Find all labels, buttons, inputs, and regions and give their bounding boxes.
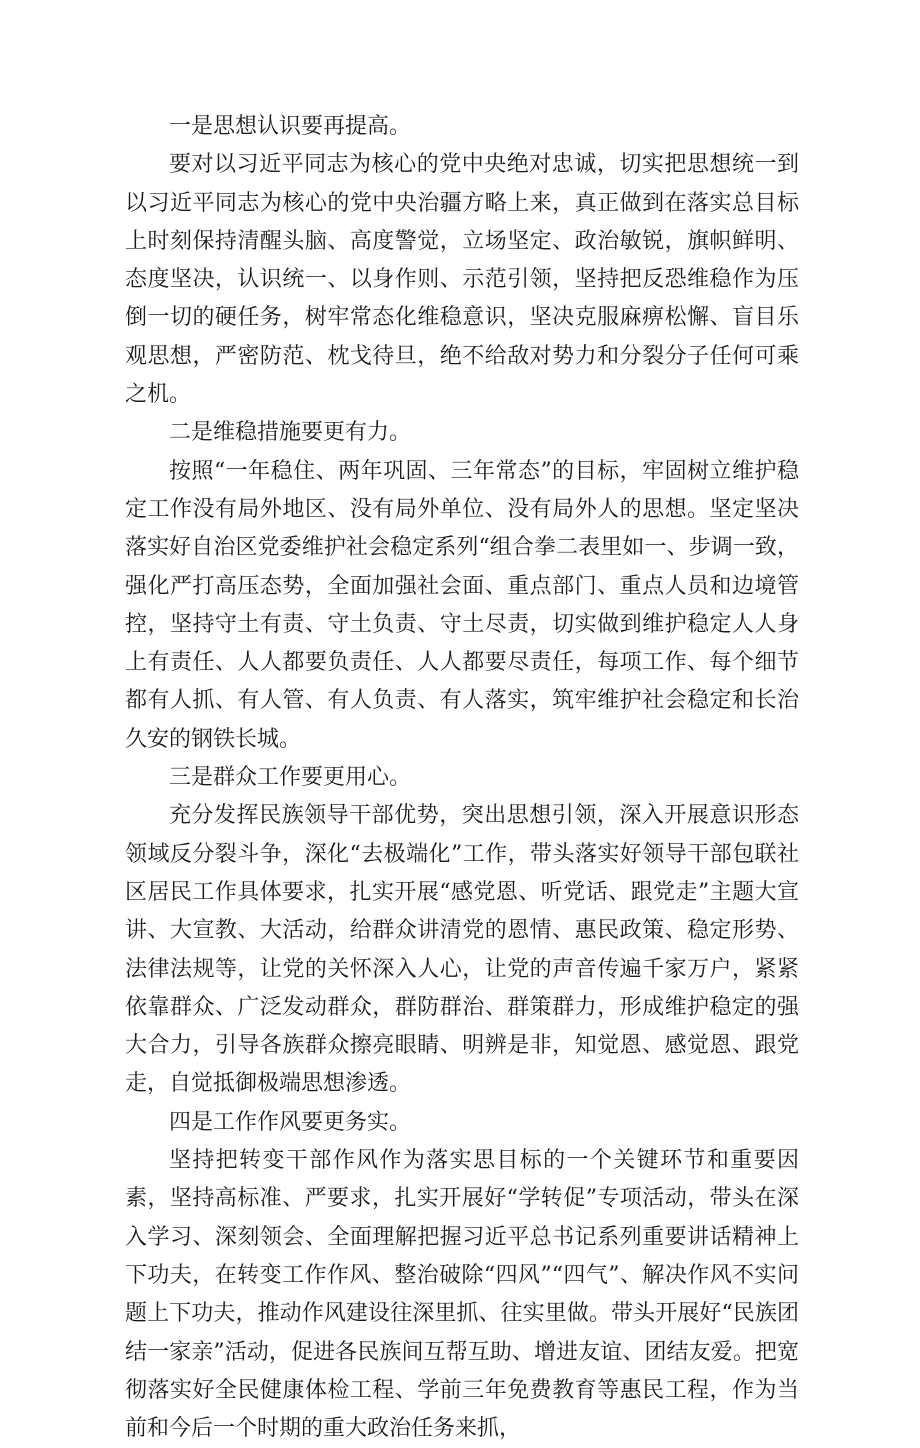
document-body bbox=[125, 108, 799, 1448]
paragraph-4: 坚持把转变干部作风作为落实思目标的一个关键环节和重要因素，坚持高标准、严要求，扎实开展好“学转促”专项活动，带头在深入学习、深刻领会、全面理解把握习近平总书记系列重要讲话精神上下功夫，在转变工作作风、整治破除“四风”“四气”、解决作风不实问题上下功夫，推动作风建设往深里抓、往实里做。带头开展好“民族团结一家亲”活动，促进各民族间互帮互助、增进友谊、团结友爱。把宽彻落实好全民健康体检工程、学前三年免费教育等惠民工程，作为当前和今后一个时期的重大政治任务来抓， bbox=[125, 1148, 799, 1442]
paragraph-3: 充分发挥民族领导干部优势，突出思想引领，深入开展意识形态领域反分裂斗争，深化“去极端化”工作，带头落实好领导干部包联社区居民工作具体要求，扎实开展“感党恩、听党话、跟党走”主题大宣讲、大宣教、大活动，给群众讲清党的恩情、惠民政策、稳定形势、法律法规等，让党的关怀深入人心，让党的声音传遍千家万户，紧紧依靠群众、广泛发动群众，群防群治、群策群力，形成维护稳定的强大合力，引导各族群众擦亮眼睛、明辨是非，知觉恩、感觉恩、跟党走，自觉抵御极端思想渗透。 bbox=[125, 803, 799, 1097]
paragraph-2: 按照“一年稳住、两年巩固、三年常态”的目标，牢固树立维护稳定工作没有局外地区、没有局外单位、没有局外人的思想。坚定坚决落实好自治区党委维护社会稳定系列“组合拳二表里如一、步调一致，强化严打高压态势，全面加强社会面、重点部门、重点人员和边境管控，坚持守土有责、守土负责、守土尽责，切实做到维护稳定人人身上有责任、人人都要负责任、人人都要尽责任，每项工作、每个细节都有人抓、有人管、有人负责、有人落实，筑牢维护社会稳定和长治久安的钢铁长城。 bbox=[125, 458, 799, 752]
section-heading-4: 四是工作作风要更务实。 bbox=[169, 1109, 412, 1135]
paragraph-1: 要对以习近平同志为核心的党中央绝对忠诚，切实把思想统一到以习近平同志为核心的党中央治疆方略上来，真正做到在落实总目标上时刻保持清醒头脑、高度警觉，立场坚定、政治敏锐，旗帜鲜明、态度坚决，认识统一、以身作则、示范引领，坚持把反恐维稳作为压倒一切的硬任务，树牢常态化维稳意识，坚决克服麻痹松懈、盲目乐观思想，严密防范、枕戈待旦，绝不给敌对势力和分裂分子任何可乘之机。 bbox=[125, 152, 799, 408]
section-heading-2: 二是维稳措施要更有力。 bbox=[169, 420, 412, 446]
section-heading-1: 一是思想认识要再提高。 bbox=[169, 114, 412, 139]
section-heading-3: 三是群众工作要更用心。 bbox=[169, 765, 412, 791]
